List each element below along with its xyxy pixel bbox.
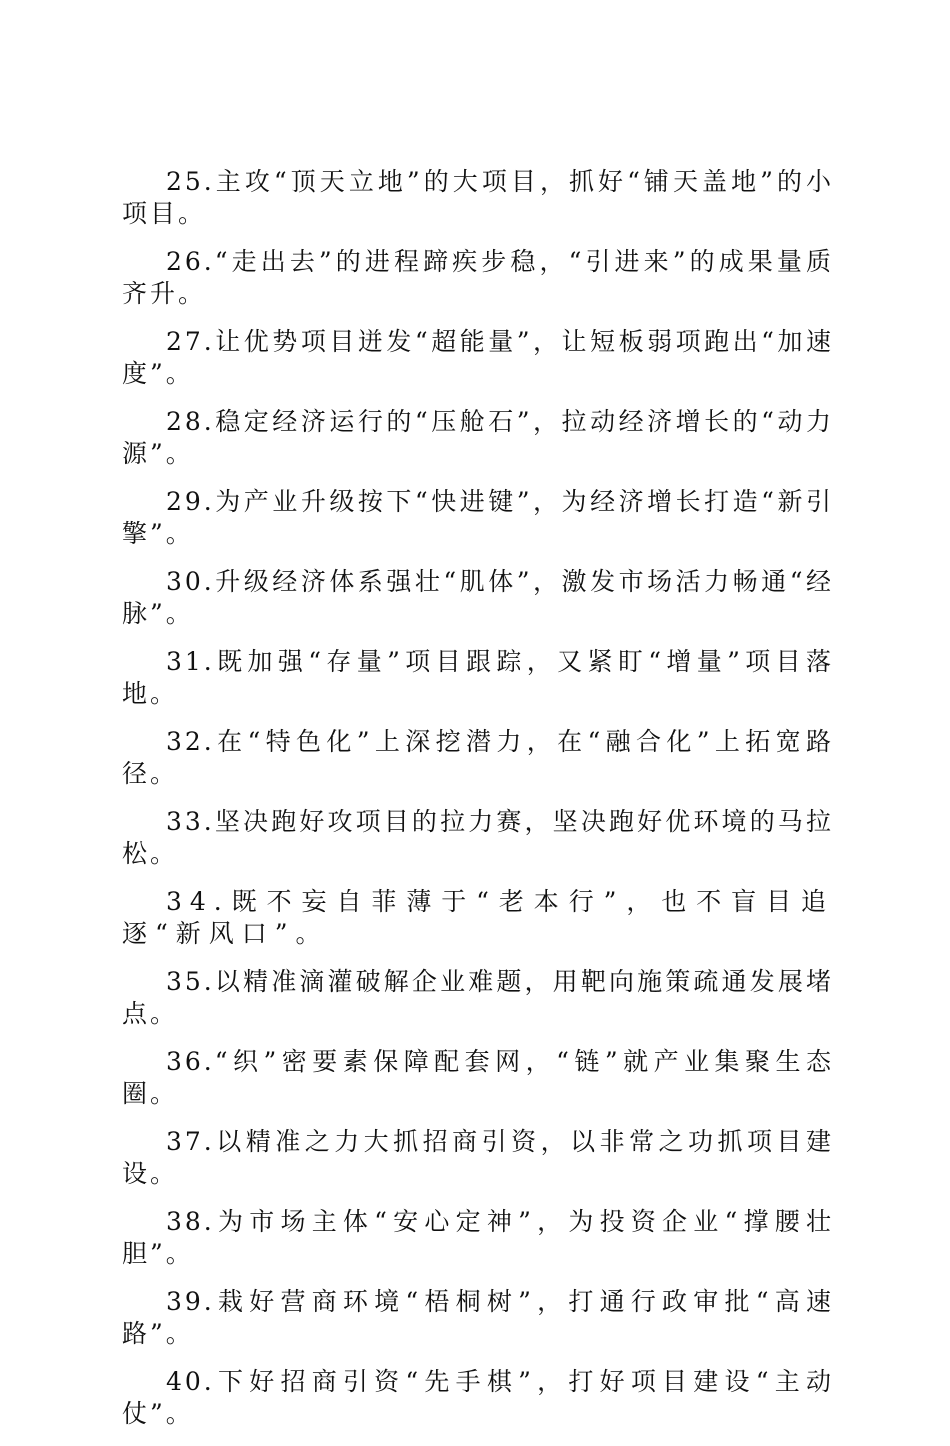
- list-item: 34.既不妄自菲薄于“老本行”，也不盲目追逐“新风口”。: [122, 887, 834, 948]
- list-item: 39.栽好营商环境“梧桐树”，打通行政审批“高速路”。: [122, 1287, 834, 1348]
- list-item: 35.以精准滴灌破解企业难题，用靶向施策疏通发展堵点。: [122, 967, 834, 1028]
- list-item: 33.坚决跑好攻项目的拉力赛，坚决跑好优环境的马拉松。: [122, 807, 834, 868]
- slogan-list: [122, 166, 834, 1446]
- list-item: 31.既加强“存量”项目跟踪，又紧盯“增量”项目落地。: [122, 647, 834, 708]
- list-item: 28.稳定经济运行的“压舱石”，拉动经济增长的“动力源”。: [122, 407, 834, 468]
- list-item: 27.让优势项目迸发“超能量”，让短板弱项跑出“加速度”。: [122, 327, 834, 388]
- list-item: 37.以精准之力大抓招商引资，以非常之功抓项目建设。: [122, 1127, 834, 1188]
- list-item: 30.升级经济体系强壮“肌体”，激发市场活力畅通“经脉”。: [122, 567, 834, 628]
- list-item: 25.主攻“顶天立地”的大项目，抓好“铺天盖地”的小项目。: [122, 167, 834, 228]
- list-item: 26.“走出去”的进程蹄疾步稳，“引进来”的成果量质齐升。: [122, 247, 834, 308]
- list-item: 38.为市场主体“安心定神”，为投资企业“撑腰壮胆”。: [122, 1207, 834, 1268]
- list-item: 29.为产业升级按下“快进键”，为经济增长打造“新引擎”。: [122, 487, 834, 548]
- list-item: 36.“织”密要素保障配套网，“链”就产业集聚生态圈。: [122, 1047, 834, 1108]
- list-item: 32.在“特色化”上深挖潜力，在“融合化”上拓宽路径。: [122, 727, 834, 788]
- list-item: 40.下好招商引资“先手棋”，打好项目建设“主动仗”。: [122, 1367, 834, 1428]
